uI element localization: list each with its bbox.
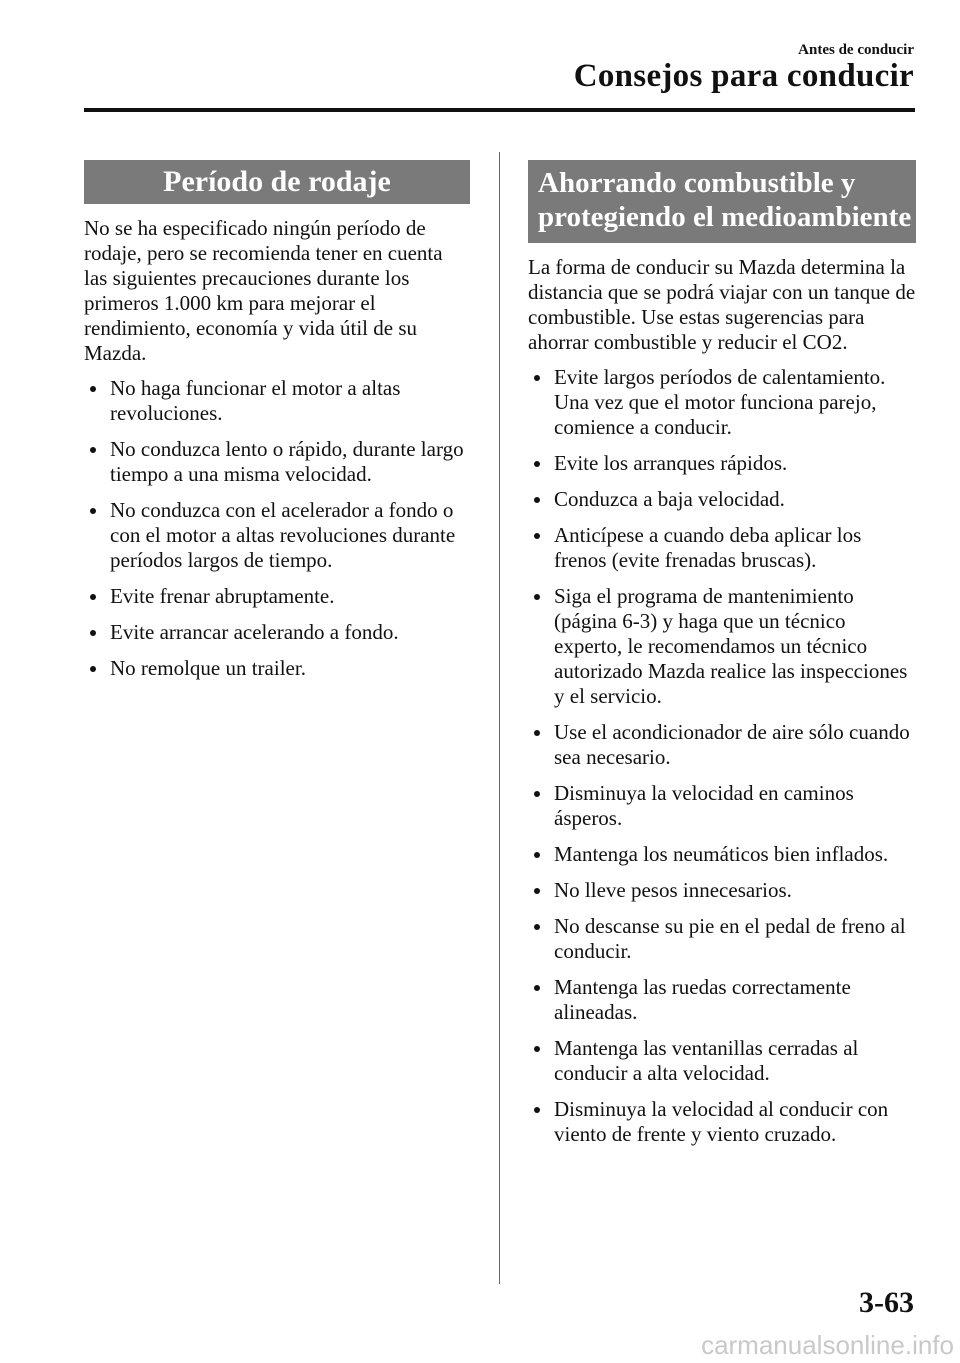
list-item-text: Mantenga las ventanillas cerradas al conducir a alta velocidad. — [554, 1036, 859, 1085]
list-item-text: No remolque un trailer. — [110, 656, 306, 680]
bullet-icon — [90, 386, 96, 392]
header-rule — [84, 108, 915, 112]
bullet-icon — [534, 1046, 540, 1052]
list-item-text: Disminuya la velocidad en caminos ásperos. — [554, 781, 854, 830]
list-item-text: No conduzca con el acelerador a fondo o con el motor a altas revoluciones durante períodos largos de tiempo. — [110, 498, 456, 572]
bullet-icon — [534, 924, 540, 930]
list-item — [528, 781, 916, 831]
right-column — [528, 160, 916, 1158]
section-heading-line-1: Ahorrando combustible y — [538, 167, 856, 199]
list-item-text: Anticípese a cuando deba aplicar los frenos (evite frenadas bruscas). — [554, 523, 862, 572]
left-column — [84, 160, 470, 692]
bullet-icon — [534, 375, 540, 381]
list-item-text: Conduzca a baja velocidad. — [554, 487, 785, 511]
watermark: carmanualsonline.info — [701, 1330, 954, 1360]
bullet-icon — [534, 497, 540, 503]
list-item — [528, 842, 916, 867]
intro-paragraph: La forma de conducir su Mazda determina la distancia que se podrá viajar con un tanque de combustible. Use estas sugerencias para ahorrar combustible y reducir el CO2. — [528, 255, 916, 354]
bullet-icon — [90, 630, 96, 636]
list-item — [84, 498, 470, 573]
bullet-list — [528, 365, 916, 1147]
header-kicker: Antes de conducir — [798, 42, 914, 58]
list-item — [528, 1097, 916, 1147]
list-item-text: Evite arrancar acelerando a fondo. — [110, 620, 399, 644]
list-item — [528, 914, 916, 964]
list-item-text: Evite los arranques rápidos. — [554, 451, 788, 475]
bullet-icon — [534, 852, 540, 858]
list-item — [84, 437, 470, 487]
bullet-icon — [90, 447, 96, 453]
list-item-text: No haga funcionar el motor a altas revoluciones. — [110, 376, 401, 425]
list-item — [528, 451, 916, 476]
section-heading-rodaje: Período de rodaje — [84, 160, 470, 204]
list-item — [84, 620, 470, 645]
list-item — [84, 584, 470, 609]
section-heading-ahorrando — [528, 160, 916, 243]
list-item-text: Use el acondicionador de aire sólo cuando sea necesario. — [554, 720, 910, 769]
column-divider — [499, 152, 500, 1284]
list-item — [528, 720, 916, 770]
page-number: 3-63 — [859, 1286, 914, 1319]
list-item — [84, 656, 470, 681]
bullet-icon — [534, 888, 540, 894]
list-item — [528, 584, 916, 709]
list-item-text: Disminuya la velocidad al conducir con viento de frente y viento cruzado. — [554, 1097, 889, 1146]
bullet-icon — [534, 533, 540, 539]
bullet-icon — [534, 985, 540, 991]
list-item-text: Evite largos períodos de calentamiento. Una vez que el motor funciona parejo, comience a conducir. — [554, 365, 886, 439]
bullet-icon — [534, 594, 540, 600]
bullet-icon — [534, 1107, 540, 1113]
list-item-text: No lleve pesos innecesarios. — [554, 878, 792, 902]
bullet-icon — [90, 666, 96, 672]
bullet-list — [84, 376, 470, 681]
list-item — [528, 365, 916, 440]
list-item-text: Evite frenar abruptamente. — [110, 584, 335, 608]
bullet-icon — [534, 791, 540, 797]
bullet-icon — [90, 508, 96, 514]
section-heading-line-2: protegiendo el medioambiente — [538, 201, 912, 233]
bullet-icon — [534, 730, 540, 736]
list-item-text: Mantenga los neumáticos bien inflados. — [554, 842, 889, 866]
list-item-text: Mantenga las ruedas correctamente alineadas. — [554, 975, 851, 1024]
intro-paragraph: No se ha especificado ningún período de rodaje, pero se recomienda tener en cuenta las siguientes precauciones durante los primeros 1.000 km para mejorar el rendimiento, economía y vida útil de su Mazda. — [84, 216, 443, 365]
list-item — [528, 878, 916, 903]
list-item-text: Siga el programa de mantenimiento (página 6-3) y haga que un técnico experto, le recomendamos un técnico autorizado Mazda realice las inspecciones y el servicio. — [554, 584, 908, 708]
list-item — [528, 523, 916, 573]
bullet-icon — [534, 461, 540, 467]
list-item — [528, 975, 916, 1025]
list-item-text: No descanse su pie en el pedal de freno al conducir. — [554, 914, 906, 963]
list-item — [84, 376, 470, 426]
bullet-icon — [90, 594, 96, 600]
list-item — [528, 1036, 916, 1086]
list-item — [528, 487, 916, 512]
header-title: Consejos para conducir — [573, 58, 914, 94]
list-item-text: No conduzca lento o rápido, durante largo tiempo a una misma velocidad. — [110, 437, 464, 486]
